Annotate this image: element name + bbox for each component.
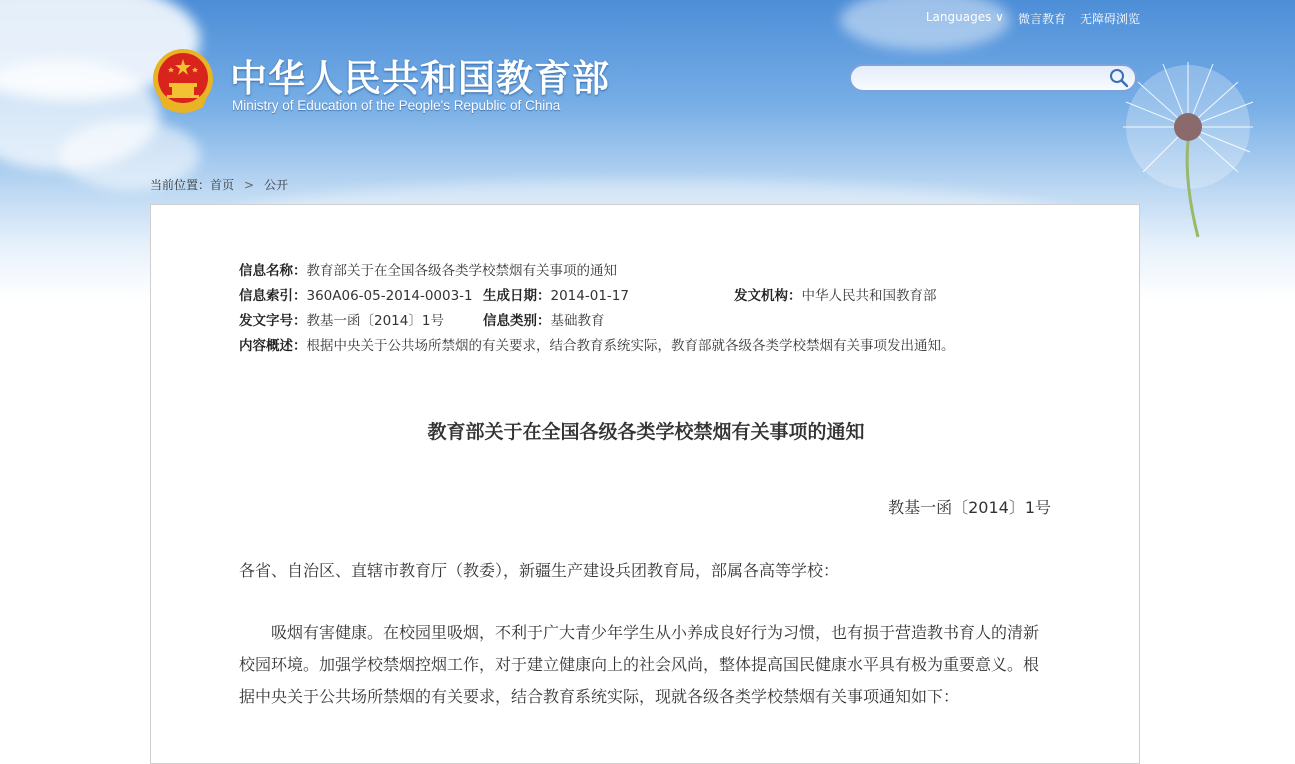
info-date-value: 2014-01-17 bbox=[550, 288, 629, 304]
info-name-value: 教育部关于在全国各级各类学校禁烟有关事项的通知 bbox=[306, 263, 617, 279]
document-paragraph: 吸烟有害健康。在校园里吸烟，不利于广大青少年学生从小养成良好行为习惯，也有损于营造教书育人的清新校园环境。加强学校禁烟控烟工作，对于建立健康向上的社会风尚，整体提高国民健康水平具有极为重要意义。根据中央关于公共场所禁烟的有关要求，结合教育系统实际，现就各级各类学校禁烟有关事项通知如下： bbox=[239, 623, 1040, 706]
content-card bbox=[150, 204, 1140, 764]
info-summary: 内容概述：根据中央关于公共场所禁烟的有关要求，结合教育系统实际，教育部就各级各类学校禁烟有关事项发出通知。 bbox=[239, 338, 955, 354]
document-number: 教基一函〔2014〕1号 bbox=[888, 498, 1051, 517]
info-docno: 发文字号：教基一函〔2014〕1号 bbox=[239, 313, 444, 329]
weiyan-link[interactable]: 微言教育 bbox=[1017, 12, 1066, 26]
breadcrumb-home-link[interactable]: 首页 bbox=[210, 178, 235, 192]
info-category-value: 基础教育 bbox=[550, 313, 605, 329]
accessible-browsing-link[interactable]: 无障碍浏览 bbox=[1079, 12, 1140, 26]
site-title-cn[interactable]: 中华人民共和国教育部 bbox=[230, 57, 610, 100]
info-name-row: 信息名称：教育部关于在全国各级各类学校禁烟有关事项的通知 bbox=[239, 263, 617, 279]
document-addressee: 各省、自治区、直辖市教育厅（教委），新疆生产建设兵团教育局，部属各高等学校： bbox=[239, 561, 840, 580]
chevron-down-icon: ∨ bbox=[995, 10, 1004, 24]
languages-menu[interactable]: Languages ∨ bbox=[925, 10, 1004, 24]
info-date: 生成日期：2014-01-17 bbox=[483, 288, 629, 304]
search-input[interactable] bbox=[861, 68, 1110, 90]
site-title-en: Ministry of Education of the People's Republic of China bbox=[232, 98, 561, 113]
top-nav bbox=[926, 10, 1140, 27]
chevron-right-icon: > bbox=[244, 178, 255, 192]
breadcrumb: 当前位置：首页 > 公开 bbox=[150, 178, 289, 192]
info-issuer-value: 中华人民共和国教育部 bbox=[801, 288, 937, 304]
breadcrumb-current[interactable]: 公开 bbox=[264, 178, 289, 192]
document-title: 教育部关于在全国各级各类学校禁烟有关事项的通知 bbox=[427, 421, 865, 443]
info-category: 信息类别：基础教育 bbox=[483, 313, 605, 329]
info-summary-value: 根据中央关于公共场所禁烟的有关要求，结合教育系统实际，教育部就各级各类学校禁烟有关事项发出通知。 bbox=[306, 338, 955, 354]
info-index-value: 360A06-05-2014-0003-1 bbox=[306, 288, 473, 304]
national-emblem-icon[interactable] bbox=[151, 47, 215, 115]
info-index: 信息索引：360A06-05-2014-0003-1 bbox=[239, 288, 473, 304]
info-docno-value: 教基一函〔2014〕1号 bbox=[306, 313, 444, 329]
info-issuer: 发文机构：中华人民共和国教育部 bbox=[734, 288, 937, 304]
